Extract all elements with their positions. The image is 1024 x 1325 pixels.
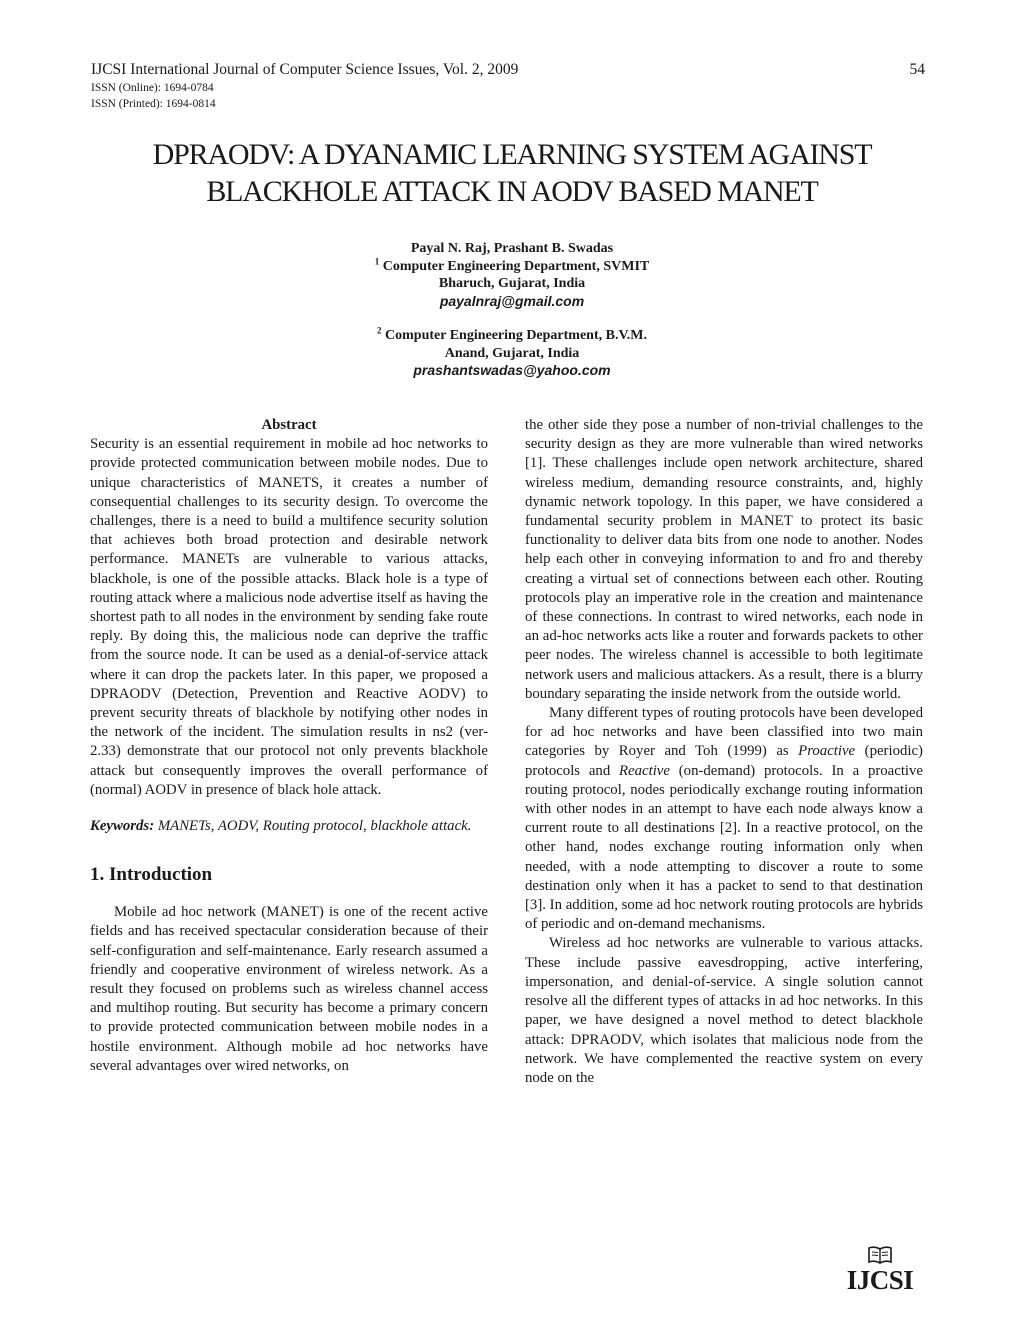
affiliation-2 — [200, 327, 824, 345]
paper-title — [60, 136, 964, 210]
issn-printed: ISSN (Printed): 1694-0814 — [91, 98, 216, 110]
abstract-text: Security is an essential requirement in mobile ad hoc networks to provide protected communication between mobile nodes. Due to unique characteristics of MANETS, it creates a number of consequential challenges to its security design. To overcome the challenges, there is a need to build a multifence security solution that achieves both broad protection and desirable network performance. MANETs are vulnerable to various attacks, blackhole, is one of the possible attacks. Black hole is a type of routing attack where a malicious node advertise itself as having the shortest path to all nodes in the environment by sending fake route reply. By doing this, the malicious node can deprive the traffic from the source node. It can be used as a denial-of-service attack where it can drop the packets later. In this paper, we proposed a DPRAODV (Detection, Prevention and Reactive AODV) to prevent security threats of blackhole by notifying other nodes in the network of the incident. The simulation results in ns2 (ver-2.33) demonstrate that our protocol not only prevents blackhole attack but consequently improves the overall performance of (normal) AODV in presence of black hole attack. — [90, 436, 488, 798]
para2-part-b: (periodic) protocols and — [525, 743, 923, 779]
journal-name: IJCSI International Journal of Computer Science Issues, Vol. 2, 2009 — [91, 61, 519, 78]
affiliation-2-place: Anand, Gujarat, India — [444, 345, 580, 361]
abstract-heading: Abstract — [261, 417, 317, 433]
affiliation-1 — [200, 255, 824, 276]
affiliation-1-number: 1 — [374, 255, 380, 266]
keywords — [90, 817, 488, 836]
keywords-label: Keywords: — [90, 818, 155, 835]
left-column — [90, 416, 488, 1076]
term-proactive: Proactive — [798, 743, 856, 760]
author-names: Payal N. Raj, Prashant B. Swadas — [410, 241, 614, 256]
title-line-2: BLACKHOLE ATTACK IN AODV BASED MANET — [206, 175, 818, 208]
affiliation-1-dept: Computer Engineering Department, SVMIT — [382, 258, 650, 274]
para2-part-c: (on-demand) protocols. In a proactive routing protocol, nodes periodically exchange routing information with other nodes in an attempt to have each node always know a current route to all destinations [2]. In a reactive protocol, on the other hand, nodes exchange routing information only when needed, with a node attempting to discover a route to some destination only when it has a packet to send to that destination [3]. In addition, some ad hoc network routing protocols are hybrids of periodic and on-demand mechanisms. — [525, 762, 924, 933]
page-header — [91, 60, 925, 112]
keywords-list: MANETs, AODV, Routing protocol, blackhole attack. — [157, 818, 472, 835]
affiliation-2-number: 2 — [377, 325, 382, 336]
right-paragraph-2 — [525, 704, 923, 934]
title-line-1: DPRAODV: A DYANAMIC LEARNING SYSTEM AGAINST — [152, 138, 872, 171]
intro-paragraph-1: Mobile ad hoc network (MANET) is one of the recent active fields and has received spectacular consideration because of their self-configuration and self-maintenance. Early research assumed a friendly and cooperative environment of wireless network. As a result they focused on problems such as wireless channel access and multihop routing. But security has become a primary concern to provide protected communication between mobile nodes in a hostile environment. Although mobile ad hoc networks have several advantages over wired networks, on — [90, 904, 488, 1074]
ijcsi-logo — [840, 1245, 920, 1305]
right-paragraph-1: the other side they pose a number of non-trivial challenges to the security design as they are more vulnerable than wired networks [1]. These challenges include open network architecture, shared wireless medium, demanding resource constraints, and, highly dynamic network topology. In this paper, we have considered a fundamental security problem in MANET to protect its basic functionality to deliver data bits from one node to another. Nodes help each other in conveying information to and fro and thereby creating a virtual set of connections between each other. Routing protocols play an imperative role in the creation and maintenance of these connections. In contrast to wired networks, each node in an ad-hoc networks acts like a router and forwards packets to other peer nodes. The wireless channel is accessible to both legitimate network users and malicious attackers. As a result, there is a blurry boundary separating the inside network from the outside world. — [525, 417, 923, 702]
logo-text: IJCSI — [846, 1265, 914, 1295]
para2-part-a: Many different types of routing protocols have been developed for ad hoc networks and have been classified into two main categories by Royer and Toh (1999) as — [525, 705, 923, 760]
issn-online: ISSN (Online): 1694-0784 — [91, 82, 214, 94]
term-reactive: Reactive — [619, 762, 670, 779]
page-number: 54 — [909, 61, 925, 78]
affiliation-2-dept: Computer Engineering Department, B.V.M. — [385, 328, 647, 343]
header-line — [91, 60, 925, 80]
affiliation-1-place: Bharuch, Gujarat, India — [438, 276, 586, 291]
right-paragraph-3: Wireless ad hoc networks are vulnerable to various attacks. These include passive eavesdropping, active interfering, impersonation, and denial-of-service. A single solution cannot resolve all the different types of attacks in ad hoc networks. In this paper, we have designed a novel method to detect blackhole attack: DPRAODV, which isolates that malicious node from the network. We have complemented the reactive system on every node on the — [525, 935, 923, 1086]
section-heading-introduction: 1. Introduction — [90, 864, 213, 886]
author-1-email[interactable]: payalnraj@gmail.com — [439, 292, 585, 309]
author-2-email[interactable]: prashantswadas@yahoo.com — [413, 362, 611, 378]
right-column — [525, 416, 923, 1088]
book-icon — [867, 1245, 893, 1265]
author-block — [200, 240, 824, 380]
